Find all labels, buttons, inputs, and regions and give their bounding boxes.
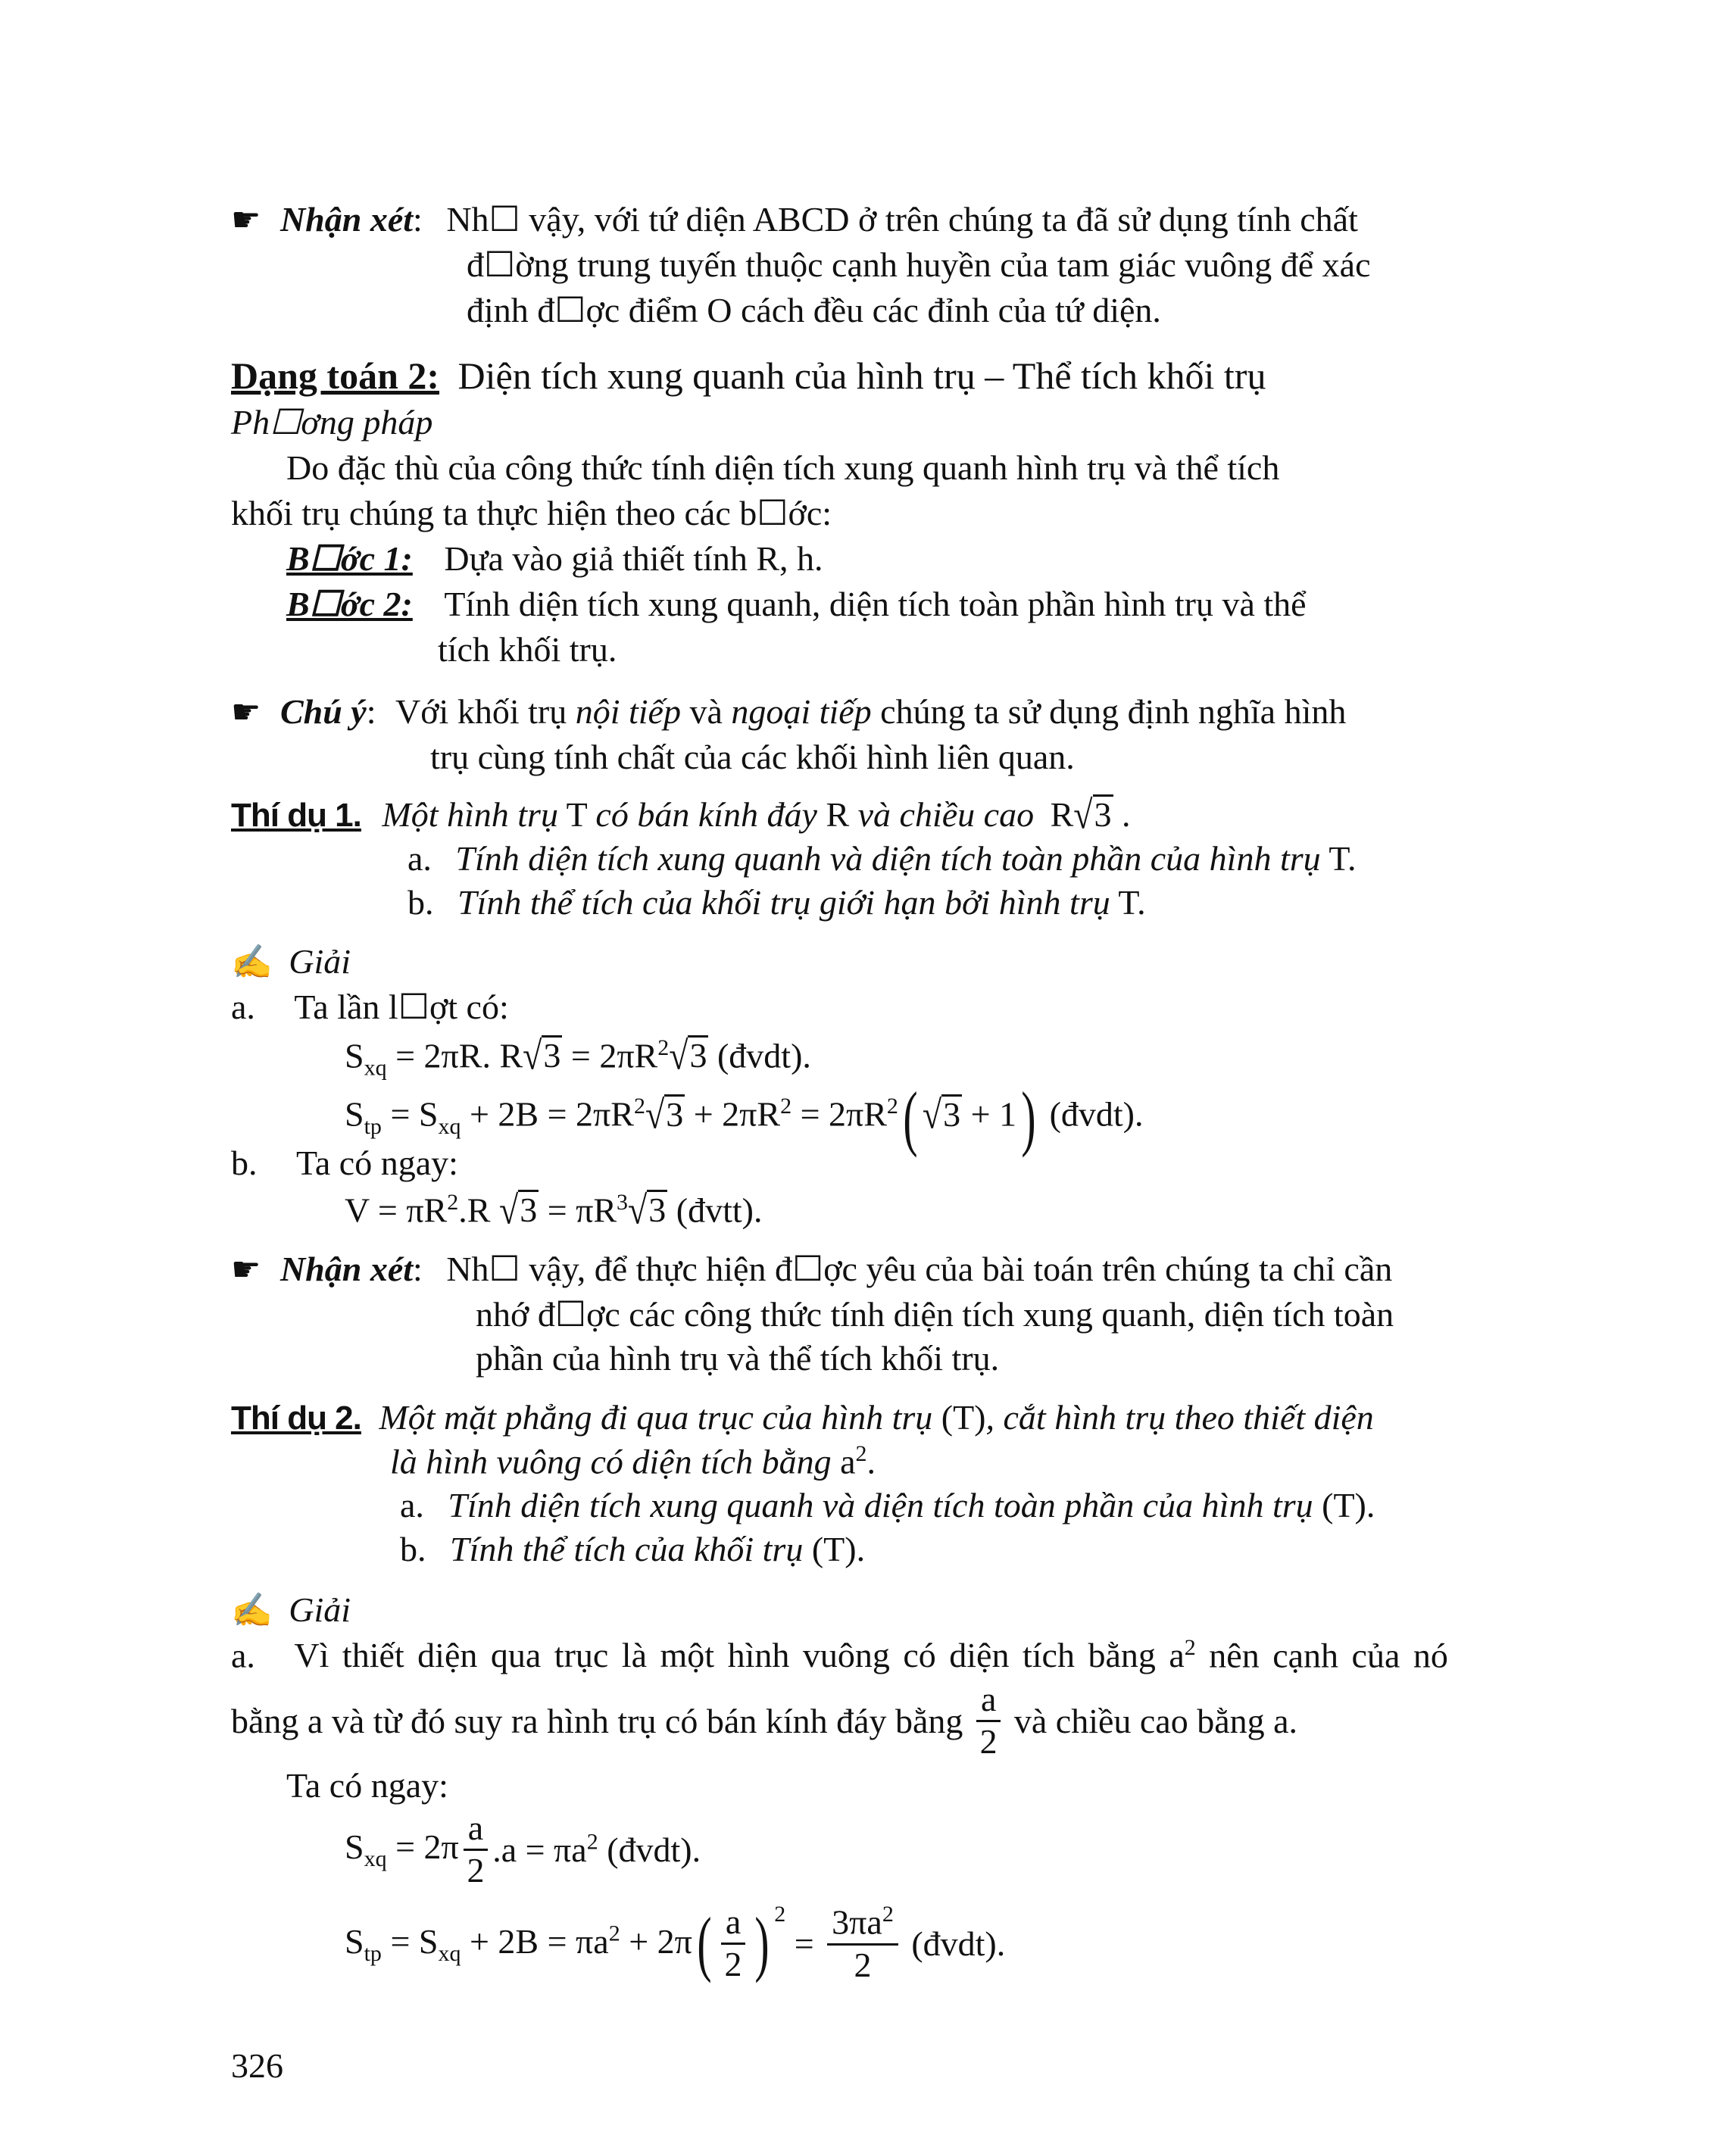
f1-sqrt-1: 3	[543, 1036, 561, 1075]
f5-den: 2	[724, 1944, 742, 1983]
formula-sxq-2	[345, 1808, 701, 1891]
caution-and: và	[689, 692, 723, 731]
ex2-p2: , cắt hình trụ theo thiết diện	[985, 1398, 1374, 1437]
ex2-ta-co-ngay: Ta có ngay:	[286, 1766, 448, 1805]
caution-term-2: ngoại tiếp	[731, 692, 872, 731]
ex2-a-end: .	[1366, 1486, 1375, 1524]
step-1-label: B☐ớc 1:	[286, 539, 413, 578]
f2-eq2: + 2B = 2πR	[461, 1094, 634, 1134]
f2-sup1: 2	[633, 1094, 645, 1119]
example-1-label: Thí dụ 1.	[231, 797, 361, 834]
ex1-sol-b-tag: b.	[231, 1144, 258, 1182]
f5-square-sup: 2	[774, 1902, 786, 1927]
ex2-a-tag: a.	[400, 1486, 424, 1524]
note-2: ☛ Nhận xét: Nh☐ vậy, để thực hiện đ☐ợc yêu của bài toán trên chúng ta chỉ cần	[231, 1248, 1392, 1290]
f5-eq4: =	[785, 1924, 823, 1963]
ex1-height-R: R	[1050, 795, 1074, 834]
ex1-a-T: T.	[1329, 839, 1357, 878]
ex1-b-tag: b.	[407, 883, 434, 922]
ex1-sol-a-tag: a.	[231, 988, 255, 1026]
f5-num2: 3πa	[832, 1902, 882, 1942]
f2-unit: (đvdt).	[1041, 1094, 1144, 1134]
caution-post: chúng ta sử dụng định nghĩa hình	[880, 692, 1347, 731]
f2-sup3: 2	[886, 1094, 898, 1119]
f5-unit: (đvdt).	[902, 1924, 1006, 1963]
intro-line-2: khối trụ chúng ta thực hiện theo các b☐ớc:	[231, 494, 832, 532]
ex2-solution-heading	[231, 1589, 351, 1631]
example-1: Thí dụ 1. Một hình trụ T có bán kính đáy R và chiều cao R√3 .	[231, 792, 1131, 837]
formula-stp-1: $S_{tp} = S_{xq} + 2B = 2\pi R^2√3 + 2\pi R^2 = 2\pi R^2$( √3 + 1) (đvdt).	[345, 1077, 1144, 1158]
caution-pre: Với khối trụ	[395, 692, 567, 731]
caution-line-2: trụ cùng tính chất của các khối hình liên quan.	[430, 738, 1075, 776]
ex1-height-sqrt: 3	[1094, 795, 1112, 834]
f2-sub2: xq	[438, 1113, 461, 1139]
f3-dotR: .R	[458, 1191, 499, 1230]
f2-sqrt-1: 3	[666, 1094, 684, 1134]
pencil-icon: ✍	[231, 1592, 273, 1629]
pointing-hand-icon: ☛	[231, 694, 261, 731]
ex2-sol-a-tag: a.	[231, 1636, 255, 1675]
ex2-b-end: .	[856, 1530, 866, 1568]
f2-S: S	[345, 1094, 364, 1134]
note-2-line-3: phần của hình trụ và thể tích khối trụ.	[476, 1339, 1000, 1378]
ex1-b-text: Tính thể tích của khối trụ giới hạn bởi hình trụ	[457, 883, 1110, 922]
f2-sqrt-2: 3	[943, 1094, 961, 1134]
f5-num: a	[721, 1902, 745, 1945]
step-2-line-1: Tính diện tích xung quanh, diện tích toàn phần hình trụ và thể	[444, 585, 1307, 623]
f2-plus: + 1	[962, 1094, 1017, 1134]
formula-volume-1: $V = \pi R^2.R$ $√3 = \pi R^3√3$ (đvtt).	[345, 1187, 763, 1233]
step-2-line-2: tích khối trụ.	[438, 630, 617, 669]
frac-den: 2	[979, 1721, 998, 1761]
f3-sqrt-2: 3	[648, 1191, 667, 1230]
ex1-p1: Một hình trụ	[382, 795, 558, 834]
ex2-sol-a-text-2: nên cạnh của nó	[1195, 1636, 1448, 1675]
note-2-line-2: nhớ đ☐ợc các công thức tính diện tích xung quanh, diện tích toàn	[476, 1295, 1394, 1334]
ex1-solution-label: Giải	[289, 942, 351, 981]
step-2	[286, 583, 1307, 625]
note-1-label: Nhận xét	[279, 200, 414, 239]
ex1-sol-a	[231, 986, 509, 1028]
ex2-solution-label: Giải	[289, 1590, 351, 1629]
ex2-b-tag: b.	[400, 1530, 426, 1568]
ex2-a-text: Tính diện tích xung quanh và diện tích toàn phần của hình trụ	[448, 1486, 1313, 1524]
ex2-p1: Một mặt phẳng đi qua trục của hình trụ	[379, 1398, 933, 1437]
ex1-p2: có bán kính đáy	[595, 795, 817, 834]
formula-stp-2: $S_{tp} = S_{xq} + 2B = \pi a^2 + 2\pi$( $\frac{a}{2}$ ) $^2$ = $\frac{3\pi a^2}{2}$ (đvdt).	[345, 1902, 1006, 1984]
step-1-text: Dựa vào giả thiết tính R, h.	[444, 539, 823, 578]
f4-den: 2	[467, 1850, 485, 1890]
ex2-a2: a	[840, 1442, 856, 1481]
pointing-hand-icon: ☛	[231, 201, 261, 239]
note-1: ☛ Nhận xét: Nh☐ vậy, với tứ diện ABCD ở trên chúng ta đã sử dụng tính chất	[231, 198, 1358, 241]
f1-unit: (đvdt).	[708, 1036, 811, 1075]
f4-eq: = 2π	[386, 1827, 459, 1867]
section-title: Diện tích xung quanh của hình trụ – Thể tích khối trụ	[457, 354, 1266, 397]
f4-rest: .a = πa	[492, 1830, 587, 1869]
note-2-line-1: Nh☐ vậy, để thực hiện đ☐ợc yêu của bài toán trên chúng ta chỉ cần	[446, 1250, 1393, 1288]
f1-eq: = 2πR. R	[386, 1036, 523, 1075]
method-heading: Ph☐ơng pháp	[231, 403, 433, 442]
ex2-dot: .	[866, 1442, 876, 1481]
f5-eq1: = S	[381, 1921, 439, 1961]
f3-V: V = πR	[345, 1191, 448, 1230]
f3-unit: (đvtt).	[667, 1191, 763, 1230]
page-number: 326	[231, 2046, 283, 2085]
f4-num: a	[464, 1808, 488, 1851]
pointing-hand-icon: ☛	[231, 1251, 261, 1288]
f5-num2-sup: 2	[882, 1902, 894, 1927]
ex2-b-text: Tính thể tích của khối trụ	[450, 1530, 804, 1568]
f5-eq3: + 2π	[620, 1921, 692, 1961]
f4-unit: (đvdt).	[598, 1830, 701, 1869]
f5-sub: tp	[364, 1940, 382, 1966]
fraction-a-over-2	[976, 1680, 1001, 1762]
frac-num: a	[976, 1680, 1001, 1722]
f5-den2: 2	[854, 1945, 872, 1984]
f1-mid: = 2πR	[562, 1036, 658, 1075]
f2-eq4: = 2πR	[792, 1094, 887, 1134]
f3-eq: = πR	[539, 1191, 617, 1230]
f1-sup: 2	[657, 1035, 670, 1060]
ex1-part-a	[407, 838, 1357, 879]
ex1-sol-a-text: Ta lần l☐ợt có:	[294, 988, 509, 1026]
caution-term-1: nội tiếp	[575, 692, 681, 731]
f4-S: S	[345, 1827, 364, 1867]
f3-sup: 2	[447, 1190, 459, 1215]
ex2-sol-a-line-2	[231, 1680, 1297, 1762]
ex2-part-a	[400, 1484, 1375, 1526]
note-1-line-1: Nh☐ vậy, với tứ diện ABCD ở trên chúng ta đã sử dụng tính chất	[446, 200, 1358, 239]
caution-label: Chú ý	[279, 692, 367, 731]
ex2-line-2	[390, 1440, 876, 1483]
ex1-sol-b	[231, 1142, 458, 1184]
f5-eq2: + 2B = πa	[461, 1921, 609, 1961]
ex2-part-b	[400, 1528, 865, 1570]
f2-eq1: = S	[381, 1094, 439, 1134]
ex2-a2-sup: 2	[855, 1441, 867, 1466]
ex2-sol-a-text-1: Vì thiết diện qua trục là một hình vuông có diện tích bằng a	[294, 1636, 1185, 1675]
f5-sup1: 2	[608, 1921, 620, 1946]
ex1-p3: và chiều cao	[857, 795, 1035, 834]
ex2-a-T: (T)	[1322, 1486, 1366, 1524]
ex1-part-b	[407, 882, 1146, 923]
f2-sup2: 2	[780, 1094, 792, 1119]
f3-sqrt-1: 3	[520, 1191, 538, 1230]
ex2-l2: là hình vuông có diện tích bằng	[390, 1442, 832, 1481]
example-2-label: Thí dụ 2.	[231, 1400, 361, 1437]
ex2-b-T: (T)	[811, 1530, 857, 1568]
ex1-b-T: T.	[1118, 883, 1146, 922]
ex1-R: R	[826, 795, 850, 834]
ex1-a-text: Tính diện tích xung quanh và diện tích toàn phần của hình trụ	[455, 839, 1321, 878]
f5-S: S	[345, 1921, 364, 1961]
f3-sup2: 3	[617, 1190, 629, 1215]
f5-fraction-1	[721, 1902, 745, 1985]
f1-sub: xq	[364, 1055, 387, 1081]
f5-sub2: xq	[438, 1940, 461, 1966]
example-2	[231, 1396, 1374, 1439]
caution: ☛ Chú ý: Với khối trụ nội tiếp và ngoại tiếp chúng ta sử dụng định nghĩa hình	[231, 691, 1346, 733]
ex2-sol-a-line-1	[231, 1634, 1448, 1677]
ex1-solution-heading	[231, 941, 351, 983]
intro-line-1: Do đặc thù của công thức tính diện tích xung quanh hình trụ và thể tích	[286, 448, 1280, 487]
f2-eq3: + 2πR	[685, 1094, 781, 1134]
f1-sqrt-2: 3	[689, 1036, 707, 1075]
ex1-end: .	[1122, 795, 1131, 834]
f5-fraction-2	[827, 1902, 898, 1985]
ex2-T: (T)	[941, 1398, 986, 1437]
note-1-line-2: đ☐ờng trung tuyến thuộc cạnh huyền của tam giác vuông để xác	[467, 245, 1371, 284]
ex1-T: T	[566, 795, 587, 834]
pencil-icon: ✍	[231, 944, 273, 981]
formula-sxq-1: $S_{xq} = 2\pi R$. $R√3 = 2\pi R^2√3$ (đvdt).	[345, 1033, 811, 1081]
step-1	[286, 538, 823, 579]
ex1-sol-b-text: Ta có ngay:	[296, 1144, 458, 1182]
section-label: Dạng toán 2:	[231, 354, 440, 397]
f1-S: S	[345, 1036, 364, 1075]
ex2-sol-a-line-2-end: và chiều cao bằng a.	[1013, 1701, 1298, 1740]
ex1-a-tag: a.	[407, 839, 432, 878]
note-1-line-3: định đ☐ợc điểm O cách đều các đỉnh của tứ diện.	[467, 291, 1161, 329]
step-2-label: B☐ớc 2:	[286, 585, 413, 623]
section-heading	[231, 353, 1266, 398]
f4-fraction	[464, 1808, 488, 1891]
f2-sub: tp	[364, 1113, 382, 1139]
note-2-label: Nhận xét	[279, 1250, 414, 1288]
ex2-sol-a-line-2-text: bằng a và từ đó suy ra hình trụ có bán kính đáy bằng	[231, 1701, 963, 1740]
ex2-sol-a-sup: 2	[1184, 1635, 1196, 1660]
f4-sub: xq	[364, 1846, 387, 1872]
f4-sup: 2	[586, 1829, 598, 1855]
